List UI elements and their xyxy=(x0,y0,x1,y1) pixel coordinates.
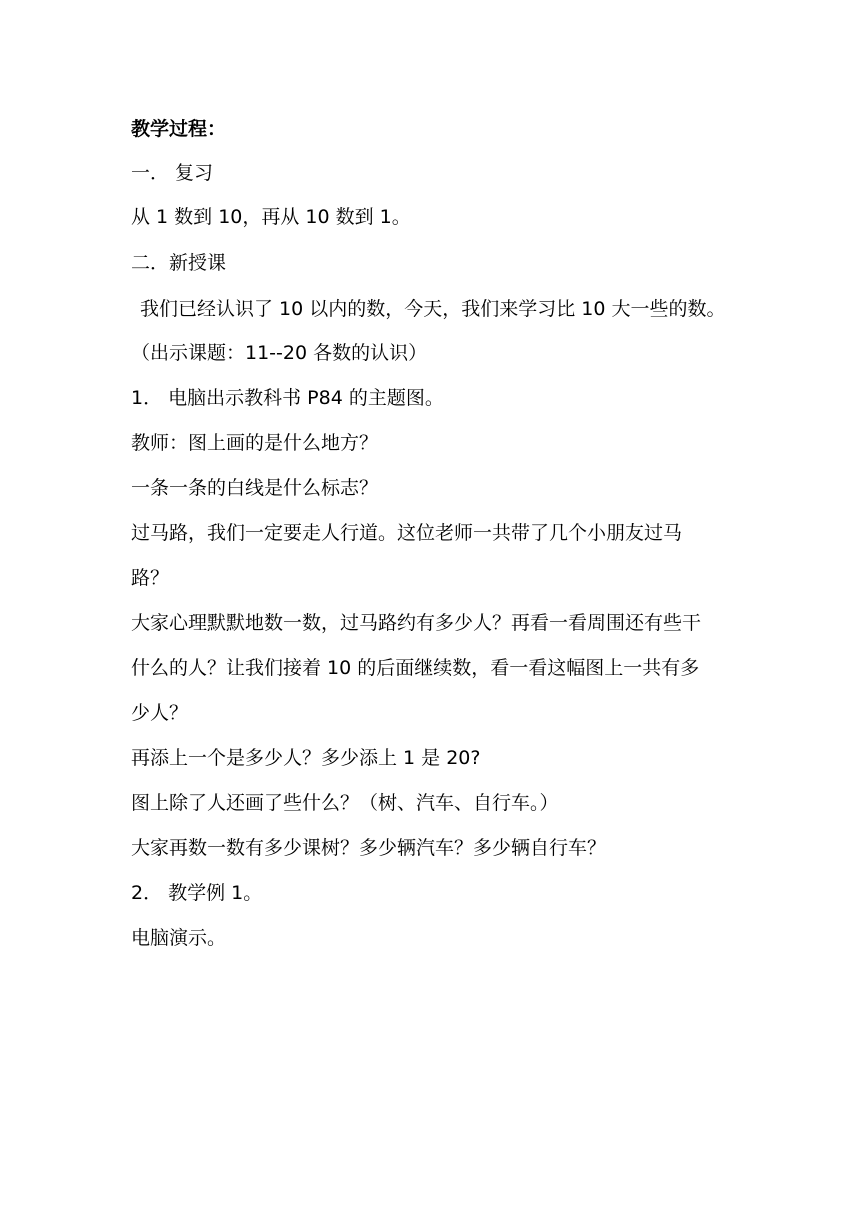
text-line: 电脑演示。 xyxy=(131,927,227,949)
text-line: 2． 教学例 1。 xyxy=(131,882,263,904)
text-line: 从 1 数到 10，再从 10 数到 1。 xyxy=(131,206,411,228)
text-line: 一条一条的白线是什么标志？ xyxy=(131,477,379,499)
text-line: 大家心理默默地数一数，过马路约有多少人？再看一看周围还有些干 xyxy=(131,612,702,634)
text-line: 图上除了人还画了些什么？（树、汽车、自行车。） xyxy=(131,792,559,814)
text-line: （出示课题：11--20 各数的认识） xyxy=(131,342,428,364)
text-line: 1． 电脑出示教科书 P84 的主题图。 xyxy=(131,387,444,409)
text-line: 什么的人？让我们接着 10 的后面继续数，看一看这幅图上一共有多 xyxy=(131,657,700,679)
text-line: 再添上一个是多少人？多少添上 1 是 20? xyxy=(131,747,481,769)
text-line: 大家再数一数有多少课树？多少辆汽车？多少辆自行车？ xyxy=(131,837,607,859)
text-line: 路？ xyxy=(131,567,170,589)
section-heading: 教学过程： xyxy=(131,118,227,140)
text-line: 教师：图上画的是什么地方？ xyxy=(131,432,379,454)
text-line: 过马路，我们一定要走人行道。这位老师一共带了几个小朋友过马 xyxy=(131,522,683,544)
text-line: 我们已经认识了 10 以内的数，今天，我们来学习比 10 大一些的数。 xyxy=(140,298,726,320)
text-line: 二．新授课 xyxy=(131,252,227,274)
text-line: 少人？ xyxy=(131,702,189,724)
text-line: 一． 复习 xyxy=(131,162,214,184)
